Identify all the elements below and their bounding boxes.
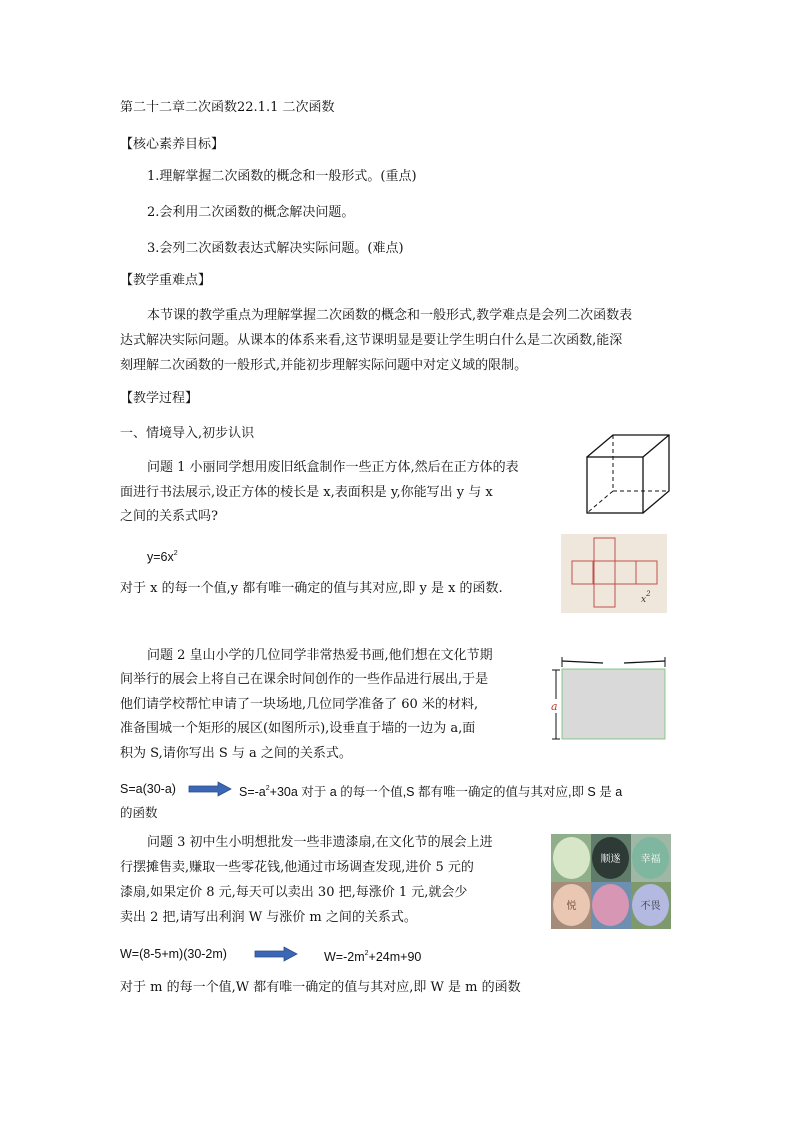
q3-text-line: 卖出 2 把,请写出利润 W 与涨价 m 之间的关系式。 [120, 910, 417, 925]
goal-item: 2.会利用二次函数的概念解决问题。 [147, 205, 355, 220]
fan-image [553, 837, 590, 879]
q1-text-line: 面进行书法展示,设正方体的棱长是 x,表面积是 y,你能写出 y 与 x [120, 485, 493, 500]
fan-image: 幸福 [632, 837, 669, 879]
q1-conclusion: 对于 x 的每一个值,y 都有唯一确定的值与其对应,即 y 是 x 的函数. [120, 581, 503, 596]
fan-image: 悦 [553, 884, 590, 926]
q2-text-line: 积为 S,请你写出 S 与 a 之间的关系式。 [120, 746, 352, 761]
rectangle-field-figure [548, 655, 670, 741]
right-arrow-icon [254, 946, 298, 962]
key-header: 【教学重难点】 [120, 273, 212, 288]
lacquer-fans-photo [551, 834, 671, 929]
goal-item: 1.理解掌握二次函数的概念和一般形式。(重点) [147, 169, 417, 184]
fan-image: 顺遂 [592, 837, 629, 879]
goal-item: 3.会列二次函数表达式解决实际问题。(难点) [147, 241, 404, 256]
side-label-a: a [551, 700, 558, 713]
q3-text-line: 漆扇,如果定价 8 元,每天可以卖出 30 把,每涨价 1 元,就会少 [120, 885, 468, 900]
q1-text-line: 问题 1 小丽同学想用废旧纸盒制作一些正方体,然后在正方体的表 [147, 460, 519, 475]
fan-image: 不畏 [632, 884, 669, 926]
cube-back-edges [587, 435, 669, 513]
cube-net-figure [561, 534, 667, 613]
process-header: 【教学过程】 [120, 391, 199, 406]
q2-text-line: 间举行的展会上将自己在课余时间创作的一些作品进行展出,于是 [120, 672, 489, 687]
cube-front-face [587, 457, 643, 513]
q3-conclusion: 对于 m 的每一个值,W 都有唯一确定的值与其对应,即 W 是 m 的函数 [120, 980, 521, 995]
q3-text-line: 问题 3 初中生小明想批发一些非遗漆扇,在文化节的展会上进 [147, 835, 493, 850]
net-label: $x^2$ [641, 590, 651, 605]
q2-text-line: 准备围城一个矩形的展区(如图所示),设垂直于墙的一边为 a,面 [120, 721, 476, 736]
part-heading: 一、情境导入,初步认识 [120, 426, 255, 441]
q3-formula-left: W=(8-5+m)(30-2m) [120, 947, 227, 961]
goals-header: 【核心素养目标】 [120, 137, 225, 152]
cube-hidden-edge [587, 491, 613, 513]
key-paragraph-line: 达式解决实际问题。从课本的体系来看,这节课明显是要让学生明白什么是二次函数,能深 [120, 333, 623, 348]
q2-formula-right: $S=-a^2+30a$ 对于 a 的每一个值,S 都有唯一确定的值与其对应,即 S 是 a [239, 785, 623, 799]
q2-formula-left: S=a(30-a) [120, 782, 176, 796]
q1-text-line: 之间的关系式吗? [120, 509, 218, 524]
cube-edge [643, 435, 669, 457]
key-paragraph-line: 刻理解二次函数的一般形式,并能初步理解实际问题中对定义域的限制。 [120, 358, 528, 373]
q2-formula-cont: 的函数 [120, 806, 158, 820]
page-title: 第二十二章二次函数22.1.1 二次函数 [120, 100, 335, 115]
q3-formula-right: $W=-2m^2+24m+90$ [324, 950, 422, 964]
right-arrow-icon [188, 781, 232, 797]
q2-text-line: 他们请学校帮忙申请了一块场地,几位同学准备了 60 米的材料, [120, 697, 479, 712]
q3-text-line: 行摆摊售卖,赚取一些零花钱,他通过市场调查发现,进价 5 元的 [120, 860, 474, 875]
fan-image [592, 884, 629, 926]
q2-text-line: 问题 2 皇山小学的几位同学非常热爱书画,他们想在文化节期 [147, 648, 493, 663]
exhibit-area [562, 669, 665, 739]
key-paragraph-line: 本节课的教学重点为理解掌握二次函数的概念和一般形式,教学难点是会列二次函数表 [147, 308, 633, 323]
q1-formula: $y=6x^2$ [147, 550, 178, 564]
cube-figure [585, 433, 671, 517]
